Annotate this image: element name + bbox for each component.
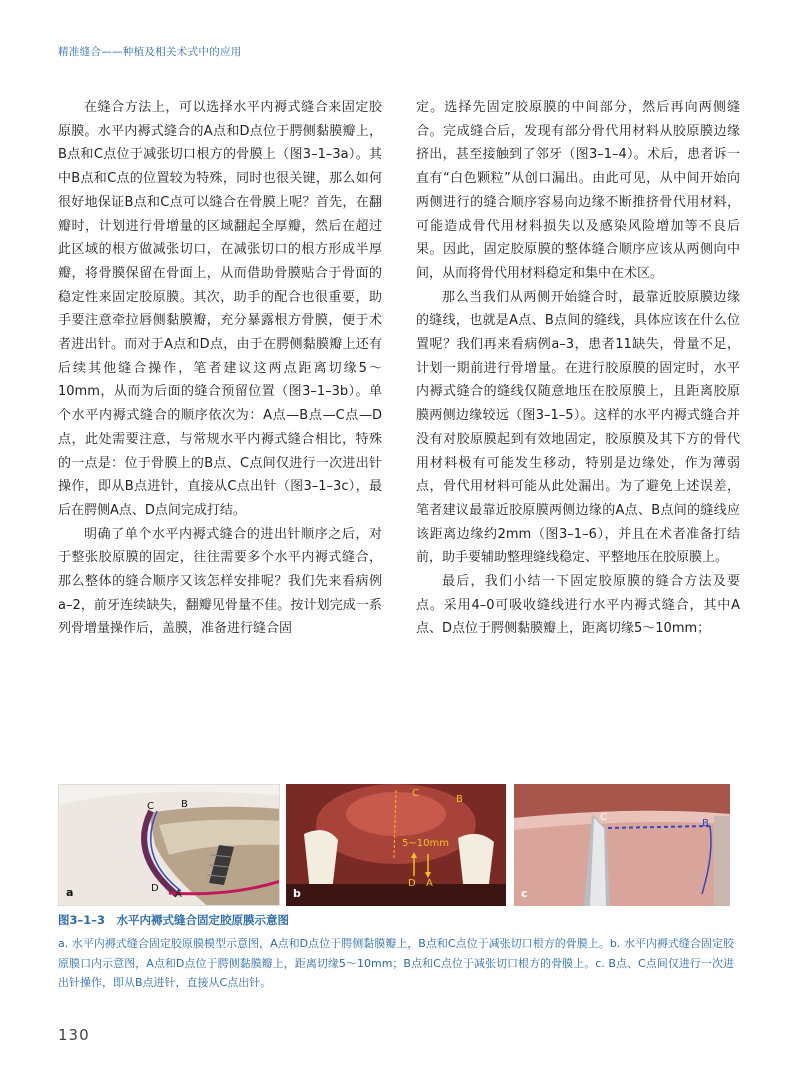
point-label-c: C — [600, 812, 607, 823]
panel-tag-a: a — [66, 886, 74, 899]
point-label-b: B — [702, 818, 709, 829]
figure-panel-a — [58, 784, 280, 906]
point-label-c: C — [412, 788, 419, 799]
periosteum-suture-illustration — [514, 784, 730, 906]
point-label-c: C — [147, 801, 154, 812]
point-label-d: D — [151, 883, 159, 894]
paragraph: 在缝合方法上，可以选择水平内褥式缝合来固定胶原膜。水平内褥式缝合的A点和D点位于腭侧黏膜瓣上，B点和C点位于减张切口根方的骨膜上（图3–1–3a）。其中B点和C点的位置较为特殊，同时也很关键，那么如何很好地保证B点和C点可以缝合在骨膜上呢？首先，在翻瓣时，计划进行骨增量的区域翻起全厚瓣，然后在超过此区域的根方做减张切口，在减张切口的根方形成半厚瓣，将骨膜保留在骨面上，从而借助骨膜贴合于骨面的稳定性来固定胶原膜。其次，助手的配合也很重要，助手要注意牵拉唇侧黏膜瓣，充分暴露根方骨膜，便于术者进出针。而对于A点和D点，由于在腭侧黏膜瓣上还有后续其他缝合操作，笔者建议这两点距离切缘5～10mm，从而为后面的缝合预留位置（图3–1–3b）。单个水平内褥式缝合的顺序依次为：A点—B点—C点—D点，此处需要注意，与常规水平内褥式缝合相比，特殊的一点是：位于骨膜上的B点、C点间仅进行一次进出针操作，即从B点进针，直接从C点出针（图3–1–3c），最后在腭侧A点、D点间完成打结。 — [58, 100, 382, 518]
running-header: 精准缝合——种植及相关术式中的应用 — [58, 46, 242, 58]
paragraph-continued: 定。选择先固定胶原膜的中间部分，然后再向两侧缝合。完成缝合后，发现有部分骨代用材料从胶原膜边缘挤出，甚至接触到了邻牙（图3–1–4）。术后，患者诉一直有“白色颗粒”从创口漏出。由此可见，从中间开始向两侧进行的缝合顺序容易向边缘不断推挤骨代用材料，可能造成骨代用材料损失以及感染风险增加等不良后果。因此，固定胶原膜的整体缝合顺序应该从两侧向中间，从而将骨代用材料稳定和集中在术区。 — [416, 100, 740, 281]
figure-3-1-3 — [58, 784, 730, 906]
figure-panel-b — [286, 784, 506, 906]
figure-caption: a. 水平内褥式缝合固定胶原膜模型示意图，A点和D点位于腭侧黏膜瓣上，B点和C点位于减张切口根方的骨膜上。b. 水平内褥式缝合固定胶原膜口内示意图，A点和D点位于腭侧黏膜瓣上，距离切缘5～10mm；B点和C点位于减张切口根方的骨膜上。c. B点、C点间仅进行一次进出针操作，即从B点进针，直接从C点出针。 — [58, 937, 734, 989]
intraoral-photo-illustration — [286, 784, 506, 906]
right-text-column — [416, 96, 740, 641]
figure-title: 图3–1–3 水平内褥式缝合固定胶原膜示意图 — [58, 913, 290, 927]
measurement-label: 5~10mm — [402, 838, 449, 849]
paragraph: 那么当我们从两侧开始缝合时，最靠近胶原膜边缘的缝线，也就是A点、B点间的缝线，具体应该在什么位置呢？我们再来看病例a–3，患者11缺失，骨量不足，计划一期前进行骨增量。在进行胶原膜的固定时，水平内褥式缝合的缝线仅随意地压在胶原膜上，且距离胶原膜两侧边缘较远（图3–1–5）。这样的水平内褥式缝合并没有对胶原膜起到有效地固定，胶原膜及其下方的骨代用材料极有可能发生移动，特别是边缘处，作为薄弱点，骨代用材料可能从此处漏出。为了避免上述误差，笔者建议最靠近胶原膜两侧边缘的A点、B点间的缝线应该距离边缘约2mm（图3–1–6），并且在术者准备打结前，助手要辅助整理缝线稳定、平整地压在胶原膜上。 — [416, 289, 740, 566]
paragraph: 明确了单个水平内褥式缝合的进出针顺序之后，对于整张胶原膜的固定，往往需要多个水平内褥式缝合，那么整体的缝合顺序又该怎样安排呢？我们先来看病例a–2，前牙连续缺失，翻瓣见骨量不佳。按计划完成一系列骨增量操作后，盖膜，准备进行缝合固 — [58, 526, 382, 637]
figure-panel-c — [514, 784, 730, 906]
point-label-b: B — [181, 799, 188, 810]
paragraph: 最后，我们小结一下固定胶原膜的缝合方法及要点。采用4–0可吸收缝线进行水平内褥式缝合，其中A点、D点位于腭侧黏膜瓣上，距离切缘5～10mm； — [416, 574, 740, 637]
panel-tag-b: b — [293, 887, 301, 900]
point-label-d: D — [408, 878, 416, 889]
point-label-a: A — [175, 889, 182, 900]
implant-model-illustration — [59, 785, 280, 906]
point-label-b: B — [456, 794, 463, 805]
page-number: 130 — [58, 1026, 90, 1044]
panel-tag-c: c — [521, 887, 528, 900]
point-label-a: A — [426, 878, 433, 889]
left-text-column — [58, 96, 382, 641]
